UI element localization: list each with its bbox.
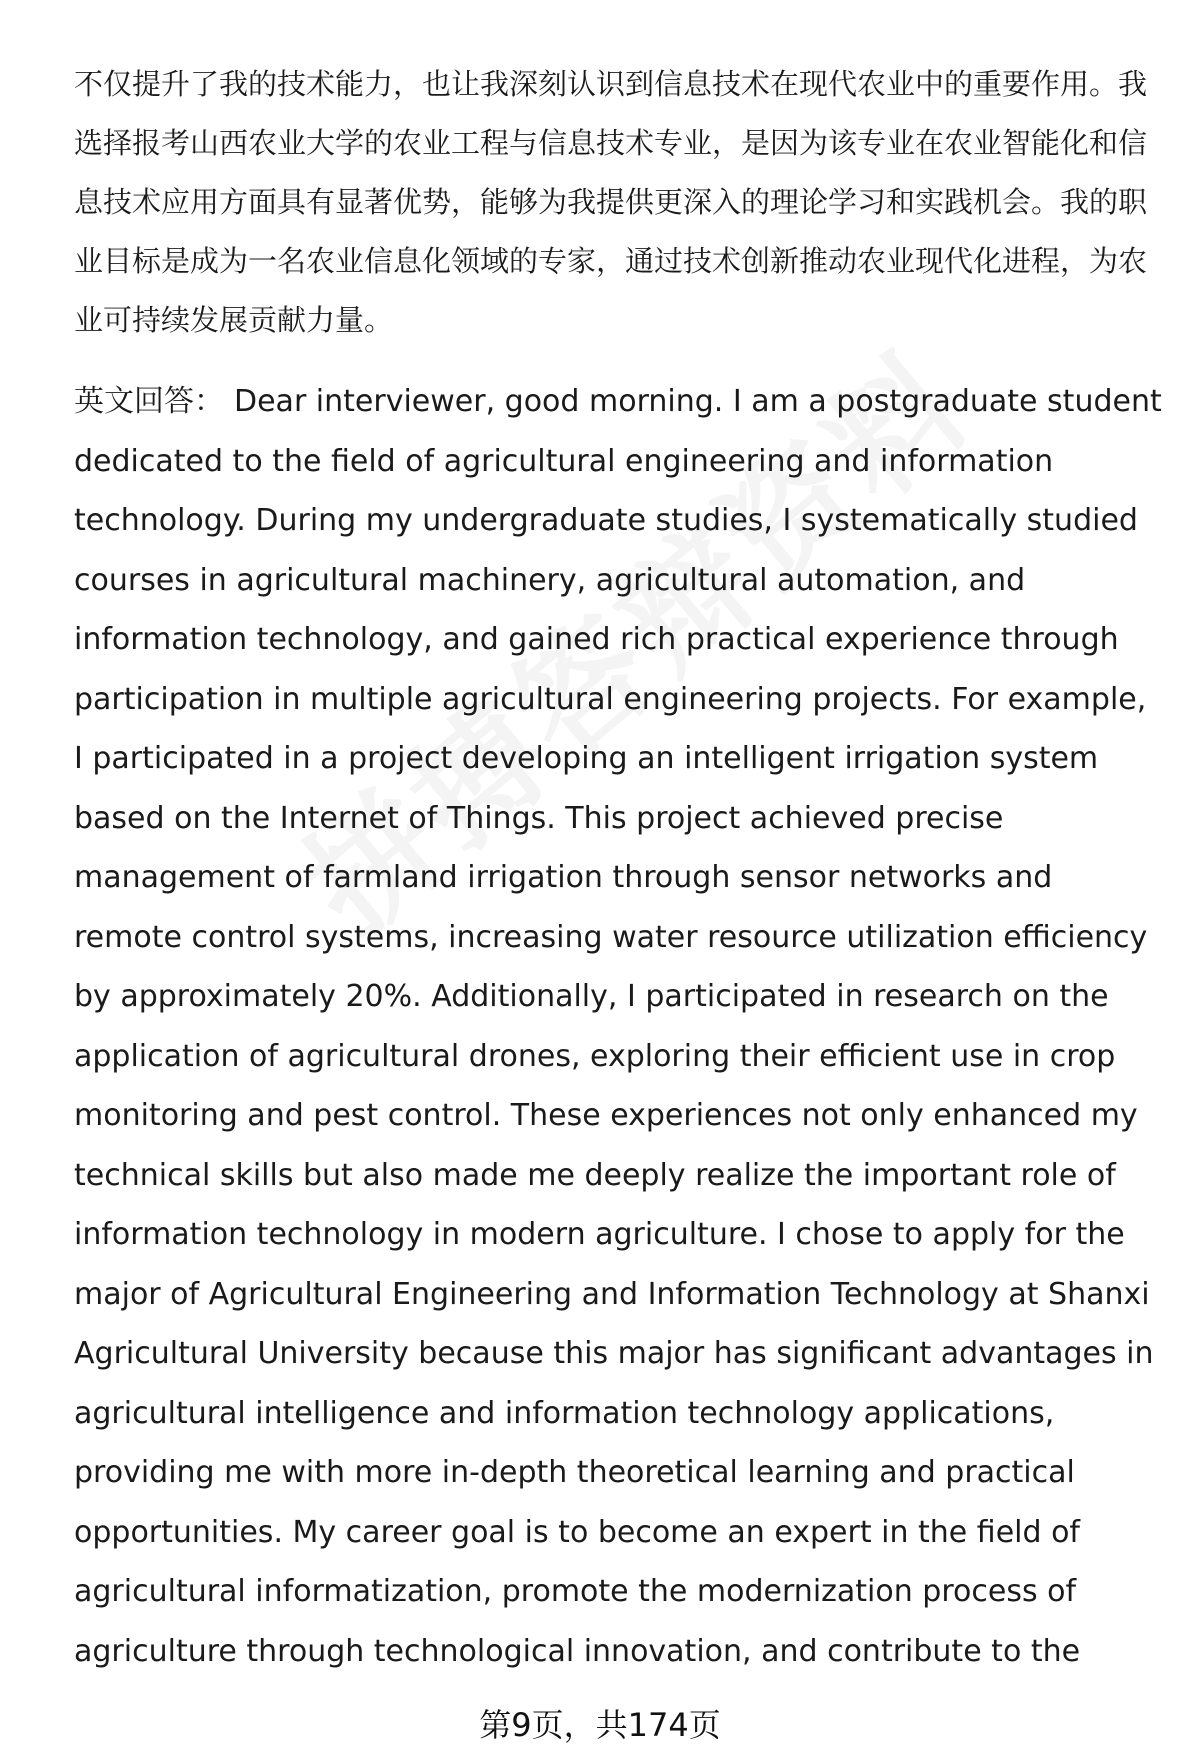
english-answer-text: Dear interviewer, good morning. I am a postgraduate student dedicated to the field of agricultural engineering and information technology. During my undergraduate studies, I systematically studied courses in agricultural machinery, agricultural automation, and information technology, and gained rich practical experience through participation in multiple agricultural engineering projects. For example, I participated in a project developing an intelligent irrigation system based on the Internet of Things. This project achieved precise management of farmland irrigation through sensor networks and remote control systems, increasing water resource utilization efficiency by approximately 20%. Additionally, I participated in research on the application of agricultural drones, exploring their efficient use in crop monitoring and pest control. These experiences not only enhanced my technical skills but also made me deeply realize the important role of information technology in modern agriculture. I chose to apply for the major of Agricultural Engineering and Information Technology at Shanxi Agricultural University because this major has significant advantages in agricultural intelligence and information technology applications, providing me with more in-depth theoretical learning and practical opportunities. My career goal is to become an expert in the field of agricultural informatization, promote the modernization process of agriculture through technological innovation, and contribute to the [74,384,1162,1669]
chinese-paragraph: 不仅提升了我的技术能力，也让我深刻认识到信息技术在现代农业中的重要作用。我选择报考山西农业大学的农业工程与信息技术专业，是因为该专业在农业智能化和信息技术应用方面具有显著优势，能够为我提供更深入的理论学习和实践机会。我的职业目标是成为一名农业信息化领域的专家，通过技术创新推动农业现代化进程，为农业可持续发展贡献力量。 [74,67,1148,337]
english-answer-label: 英文回答： [74,384,224,419]
page-indicator: 第9页，共174页 [479,1706,721,1744]
page-content [74,55,1164,1681]
english-answer-paragraph [74,372,1164,1681]
